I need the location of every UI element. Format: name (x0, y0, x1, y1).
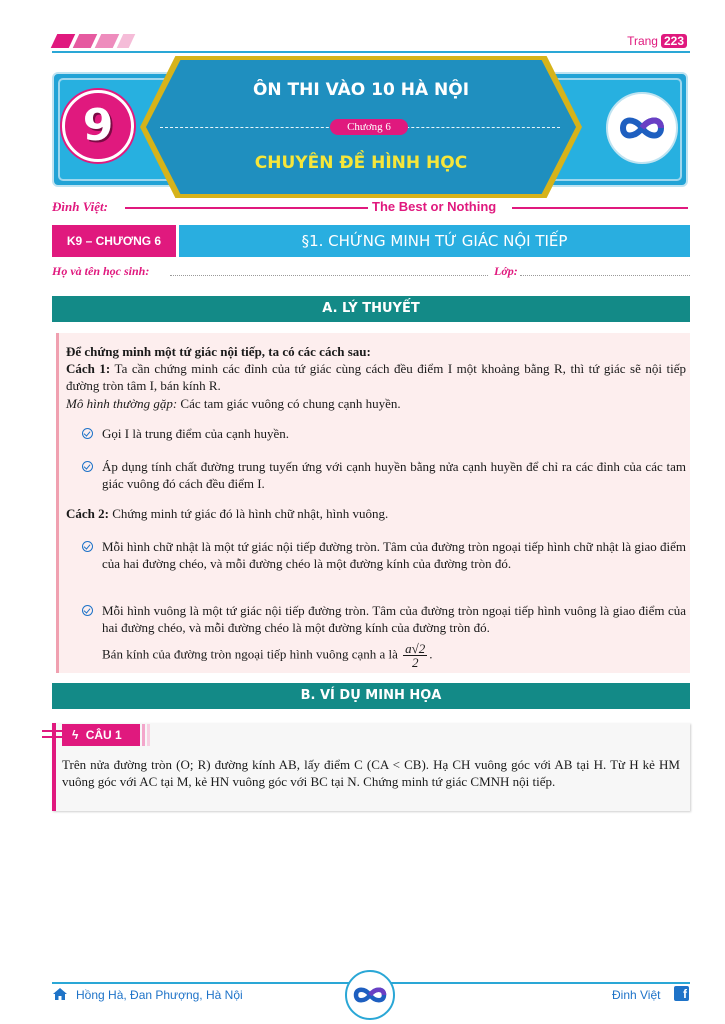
bullet-text: Gọi I là trung điểm của cạnh huyền. (102, 426, 289, 441)
question-tag-lines (42, 730, 62, 742)
bullet-text: Áp dụng tính chất đường trung tuyến ứng với cạnh huyền bằng nửa cạnh huyền để chỉ ra các đỉnh của các tam giác vuông đó cách đều điểm I. (102, 459, 686, 491)
method-2 (66, 505, 686, 522)
chapter-tag: K9 – CHƯƠNG 6 (52, 225, 176, 257)
bullet-item (82, 602, 686, 636)
chapter-pill: Chương 6 (330, 119, 408, 135)
question-text: Trên nửa đường tròn (O; R) đường kính AB, lấy điểm C (CA < CB). Hạ CH vuông góc với AB tại H. Từ H kẻ HM vuông góc với AC tại M, kẻ HN vuông góc với BC tại N. Chứng minh tứ giác CMNH nội tiếp. (62, 757, 680, 789)
common-model-text: Các tam giác vuông có chung cạnh huyền. (180, 396, 401, 411)
page-number-label (627, 34, 687, 48)
exam-title: ÔN THI VÀO 10 HÀ NỘI (252, 80, 470, 100)
radius-end: . (429, 646, 433, 662)
bullet-text: Mỗi hình chữ nhật là một tứ giác nội tiếp đường tròn. Tâm của đường tròn ngoại tiếp hình chữ nhật là giao điểm của hai đường chéo, và mỗi đường chéo là một đường kính của đường tròn đó. (102, 539, 686, 571)
motto-rule-left (125, 207, 368, 209)
common-model-label: Mô hình thường gặp: (66, 396, 178, 411)
top-rule (52, 51, 690, 53)
home-icon (52, 986, 68, 1005)
method-1-label: Cách 1: (66, 361, 111, 376)
bullet-item (82, 458, 686, 492)
theory-heading: A. LÝ THUYẾT (52, 296, 690, 322)
footer-logo (345, 970, 395, 1020)
check-circle-icon (82, 605, 93, 616)
method-2-text: Chứng minh tứ giác đó là hình chữ nhật, hình vuông. (112, 506, 389, 521)
fraction-numerator: a√2 (405, 641, 426, 656)
page-number-badge: 223 (661, 34, 687, 48)
decorative-stripes (52, 34, 132, 48)
radius-fraction (403, 642, 427, 669)
theory-intro: Để chứng minh một tứ giác nội tiếp, ta có các cách sau: (66, 344, 371, 359)
class-label: Lớp: (494, 264, 518, 278)
bullet-item (82, 538, 686, 572)
author-signature: Đình Việt: (52, 199, 108, 214)
common-model (66, 395, 686, 412)
grade-badge (62, 90, 134, 162)
bullet-text: Mỗi hình vuông là một tứ giác nội tiếp đường tròn. Tâm của đường tròn ngoại tiếp hình vuông là giao điểm của hai đường chéo, và mỗi đường chéo là một đường kính của đường tròn đó. (102, 603, 686, 635)
radius-text: Bán kính của đường tròn ngoại tiếp hình vuông cạnh a là (102, 646, 398, 662)
bullet-item (82, 425, 686, 442)
radius-formula-line (102, 642, 686, 669)
footer-author: Đinh Việt (612, 988, 661, 1002)
question-tag-label: CÂU 1 (85, 728, 122, 742)
check-circle-icon (82, 541, 93, 552)
grade-number: 9 (82, 100, 114, 151)
student-name-label: Họ và tên học sinh: (52, 264, 150, 278)
motto-rule-right (512, 207, 688, 209)
topic-title: CHUYÊN ĐỀ HÌNH HỌC (254, 153, 468, 173)
check-circle-icon (82, 461, 93, 472)
method-1-text: Ta cần chứng minh các đỉnh của tứ giác cùng cách đều điểm I một khoảng bằng R, thì tứ giác sẽ nội tiếp đường tròn tâm I, bán kính R. (66, 361, 687, 393)
infinity-icon (606, 92, 678, 164)
question-tag (62, 724, 140, 746)
examples-heading: B. VÍ DỤ MINH HỌA (52, 683, 690, 709)
footer-address: Hồng Hà, Đan Phượng, Hà Nội (76, 988, 243, 1002)
page-label-text: Trang (627, 34, 658, 48)
question-tag-stripes (142, 724, 154, 746)
check-circle-icon (82, 428, 93, 439)
method-1 (66, 360, 686, 394)
facebook-icon[interactable]: f (674, 986, 689, 1001)
lightning-icon: ϟ (72, 728, 79, 742)
method-2-label: Cách 2: (66, 506, 109, 521)
motto-text: The Best or Nothing (372, 199, 497, 214)
fraction-denominator: 2 (411, 655, 419, 670)
student-name-blank (170, 275, 488, 276)
class-blank (520, 275, 690, 276)
section-title: §1. CHỨNG MINH TỨ GIÁC NỘI TIẾP (179, 225, 690, 257)
